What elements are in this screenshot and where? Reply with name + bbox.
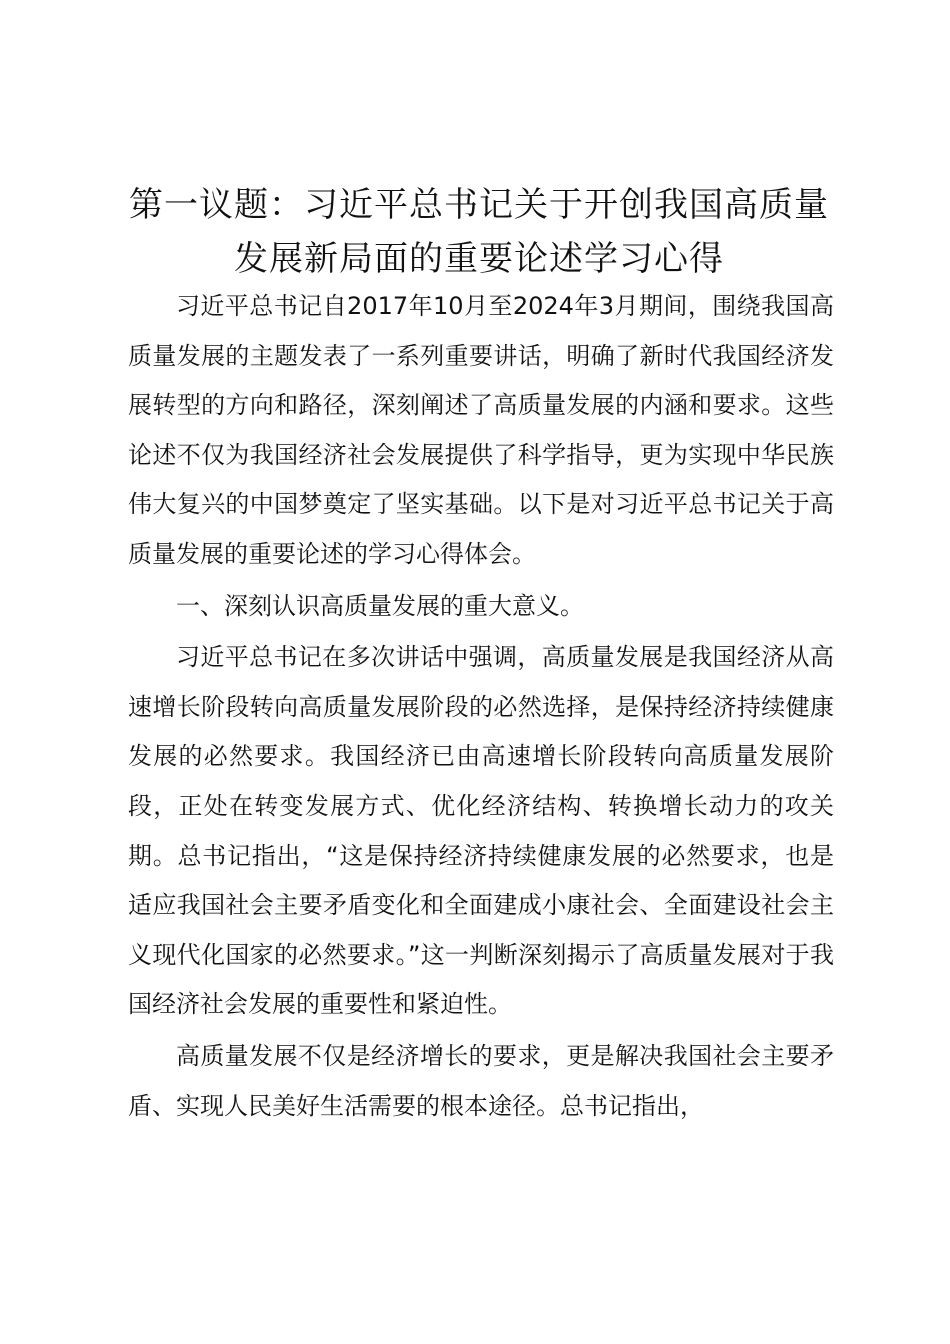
paragraph-significance: 习近平总书记在多次讲话中强调，高质量发展是我国经济从高速增长阶段转向高质量发展阶段的必然选择，是保持经济持续健康发展的必然要求。我国经济已由高速增长阶段转向高质量发展阶段，正处在转变发展方式、优化经济结构、转换增长动力的攻关期。总书记指出，“这是保持经济持续健康发展的必然要求，也是适应我国社会主要矛盾变化和全面建成小康社会、全面建设社会主义现代化国家的必然要求。”这一判断深刻揭示了高质量发展对于我国经济社会发展的重要性和紧迫性。 [128,643,834,1019]
document-title: 第一议题：习近平总书记关于开创我国高质量发展新局面的重要论述学习心得 [129,185,829,279]
paragraph-intro: 习近平总书记自2017年10月至2024年3月期间，围绕我国高质量发展的主题发表了一系列重要讲话，明确了新时代我国经济发展转型的方向和路径，深刻阐述了高质量发展的内涵和要求。这些论述不仅为我国经济社会发展提供了科学指导，更为实现中华民族伟大复兴的中国梦奠定了坚实基础。以下是对习近平总书记关于高质量发展的重要论述的学习心得体会。 [128,292,834,568]
section-heading-1: 一、深刻认识高质量发展的重大意义。 [176,591,584,620]
paragraph-continued: 高质量发展不仅是经济增长的要求，更是解决我国社会主要矛盾、实现人民美好生活需要的根本途径。总书记指出， [128,1041,834,1120]
document-body [128,282,834,1131]
